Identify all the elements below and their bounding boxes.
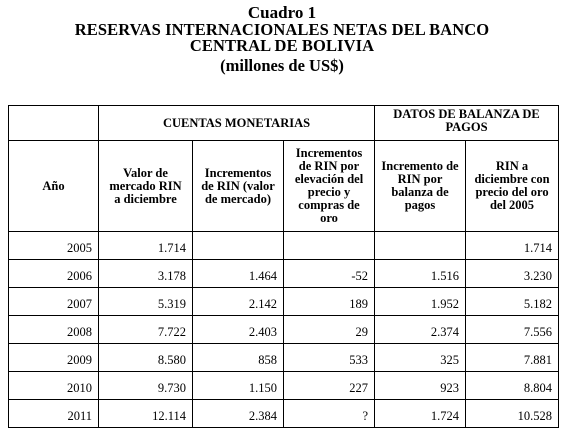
year-cell: 2010 bbox=[9, 372, 99, 400]
value-cell: 3.230 bbox=[466, 260, 559, 288]
year-cell: 2008 bbox=[9, 316, 99, 344]
column-header-increments-gold: Incrementos de RIN por elevación del precio y compras de oro bbox=[284, 141, 375, 232]
value-cell: 2.374 bbox=[375, 316, 466, 344]
table-row bbox=[9, 232, 559, 260]
value-cell: -52 bbox=[284, 260, 375, 288]
value-cell: 9.730 bbox=[99, 372, 193, 400]
value-cell: ? bbox=[284, 400, 375, 428]
table-row bbox=[9, 344, 559, 372]
value-cell: 7.556 bbox=[466, 316, 559, 344]
value-cell: 2.403 bbox=[193, 316, 284, 344]
year-cell: 2009 bbox=[9, 344, 99, 372]
value-cell: 7.722 bbox=[99, 316, 193, 344]
value-cell: 1.724 bbox=[375, 400, 466, 428]
value-cell: 189 bbox=[284, 288, 375, 316]
value-cell: 5.319 bbox=[99, 288, 193, 316]
value-cell: 533 bbox=[284, 344, 375, 372]
value-cell: 3.178 bbox=[99, 260, 193, 288]
year-cell: 2006 bbox=[9, 260, 99, 288]
value-cell bbox=[193, 232, 284, 260]
value-cell: 1.952 bbox=[375, 288, 466, 316]
rin-table bbox=[8, 105, 559, 428]
value-cell: 2.142 bbox=[193, 288, 284, 316]
value-cell: 8.804 bbox=[466, 372, 559, 400]
value-cell bbox=[375, 232, 466, 260]
header-empty-cell bbox=[9, 106, 99, 141]
value-cell bbox=[284, 232, 375, 260]
title-line-2: CENTRAL DE BOLIVIA bbox=[189, 36, 375, 55]
units-subtitle: (millones de US$) bbox=[220, 56, 344, 75]
value-cell: 2.384 bbox=[193, 400, 284, 428]
table-row bbox=[9, 372, 559, 400]
value-cell: 7.881 bbox=[466, 344, 559, 372]
title-line-1: RESERVAS INTERNACIONALES NETAS DEL BANCO bbox=[74, 20, 490, 39]
value-cell: 923 bbox=[375, 372, 466, 400]
table-row bbox=[9, 316, 559, 344]
document-title bbox=[0, 3, 564, 75]
table-row bbox=[9, 260, 559, 288]
value-cell: 29 bbox=[284, 316, 375, 344]
table-number: Cuadro 1 bbox=[247, 3, 317, 22]
value-cell: 227 bbox=[284, 372, 375, 400]
column-header-year: Año bbox=[9, 141, 99, 232]
table-row bbox=[9, 288, 559, 316]
value-cell: 1.516 bbox=[375, 260, 466, 288]
group-header-balanza: DATOS DE BALANZA DE PAGOS bbox=[375, 106, 559, 141]
column-header-increments-market: Incrementos de RIN (valor de mercado) bbox=[193, 141, 284, 232]
value-cell: 5.182 bbox=[466, 288, 559, 316]
value-cell: 8.580 bbox=[99, 344, 193, 372]
value-cell: 325 bbox=[375, 344, 466, 372]
group-header-monetarias: CUENTAS MONETARIAS bbox=[99, 106, 375, 141]
value-cell: 10.528 bbox=[466, 400, 559, 428]
value-cell: 1.714 bbox=[466, 232, 559, 260]
value-cell: 1.464 bbox=[193, 260, 284, 288]
year-cell: 2005 bbox=[9, 232, 99, 260]
year-cell: 2011 bbox=[9, 400, 99, 428]
column-header-increment-balance: Incremento de RIN por balanza de pagos bbox=[375, 141, 466, 232]
column-header-rin-gold-2005: RIN a diciembre con precio del oro del 2005 bbox=[466, 141, 559, 232]
column-header-market-value: Valor de mercado RIN a diciembre bbox=[99, 141, 193, 232]
column-header-row bbox=[9, 141, 559, 232]
group-header-row bbox=[9, 106, 559, 141]
value-cell: 12.114 bbox=[99, 400, 193, 428]
value-cell: 1.714 bbox=[99, 232, 193, 260]
value-cell: 858 bbox=[193, 344, 284, 372]
table-row bbox=[9, 400, 559, 428]
value-cell: 1.150 bbox=[193, 372, 284, 400]
year-cell: 2007 bbox=[9, 288, 99, 316]
